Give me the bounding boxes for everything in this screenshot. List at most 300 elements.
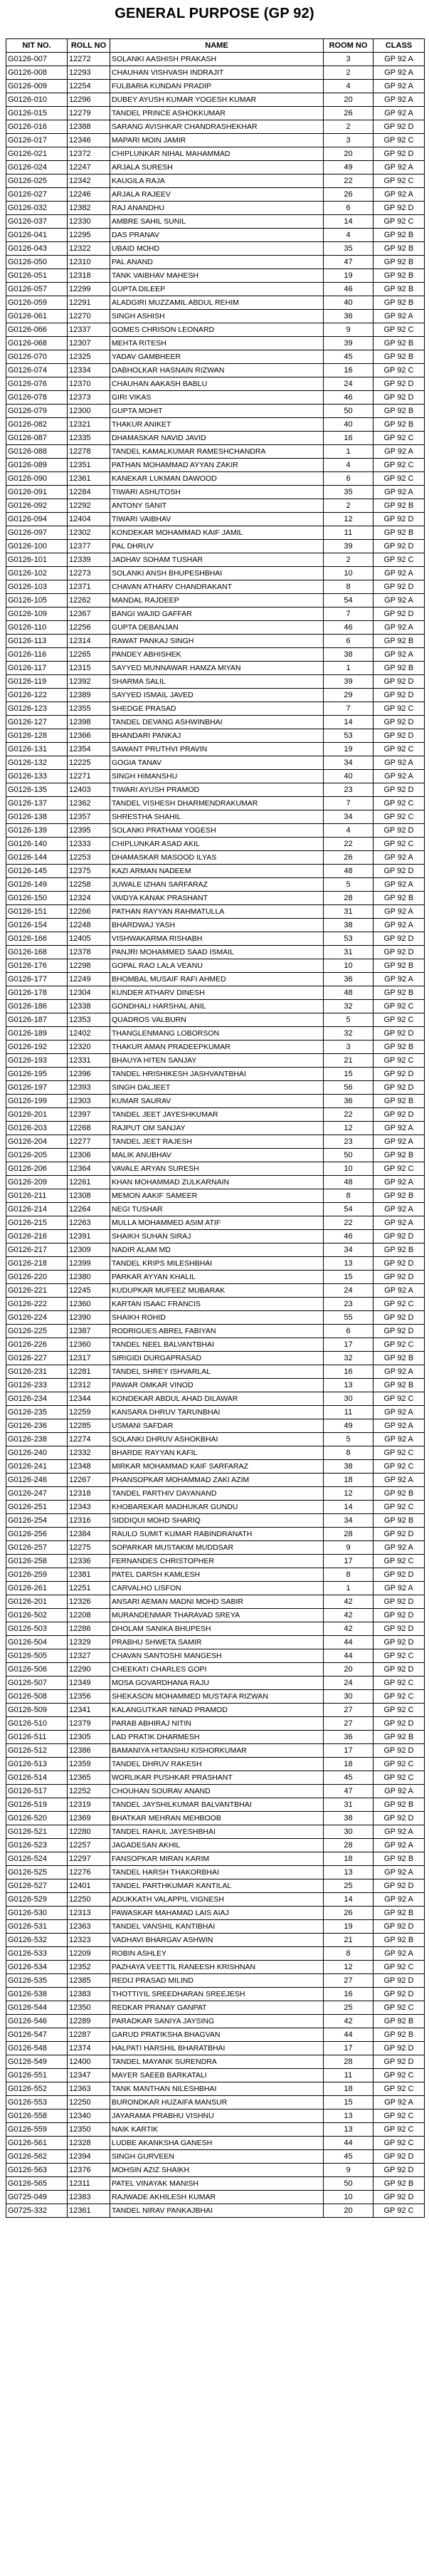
cell-name: BURONDKAR HUZAIFA MANSUR: [110, 2096, 324, 2110]
cell-class: GP 92 C: [374, 1013, 425, 1027]
cell-roll-no: 12208: [68, 1609, 110, 1622]
cell-class: GP 92 B: [374, 1487, 425, 1501]
cell-class: GP 92 D: [374, 1027, 425, 1041]
cell-nit-no: G0126-558: [6, 2110, 68, 2123]
cell-roll-no: 12309: [68, 1243, 110, 1257]
cell-roll-no: 12348: [68, 1460, 110, 1474]
cell-room-no: 40: [324, 418, 374, 432]
cell-roll-no: 12307: [68, 337, 110, 350]
cell-class: GP 92 C: [374, 743, 425, 756]
cell-class: GP 92 D: [374, 580, 425, 594]
roster-body: [6, 53, 425, 2218]
cell-nit-no: G0126-122: [6, 689, 68, 702]
cell-name: NADIR ALAM MD: [110, 1243, 324, 1257]
cell-room-no: 31: [324, 946, 374, 959]
cell-room-no: 2: [324, 120, 374, 134]
table-row: [6, 797, 425, 810]
cell-nit-no: G0126-259: [6, 1568, 68, 1582]
cell-nit-no: G0126-102: [6, 567, 68, 580]
table-row: [6, 364, 425, 377]
cell-room-no: 34: [324, 1514, 374, 1528]
cell-nit-no: G0126-027: [6, 188, 68, 202]
cell-nit-no: G0126-547: [6, 2028, 68, 2042]
cell-nit-no: G0126-079: [6, 405, 68, 418]
cell-class: GP 92 B: [374, 1041, 425, 1054]
cell-name: TANDEL SHREY ISHVARLAL: [110, 1365, 324, 1379]
cell-class: GP 92 A: [374, 310, 425, 323]
cell-class: GP 92 B: [374, 1095, 425, 1108]
cell-name: PAZHAYA VEETTIL RANEESH KRISHNAN: [110, 1961, 324, 1974]
cell-room-no: 39: [324, 337, 374, 350]
cell-nit-no: G0725-332: [6, 2204, 68, 2218]
cell-class: GP 92 D: [374, 1879, 425, 1893]
cell-room-no: 40: [324, 770, 374, 783]
cell-room-no: 30: [324, 1825, 374, 1839]
cell-roll-no: 12384: [68, 1528, 110, 1541]
cell-class: GP 92 A: [374, 1176, 425, 1189]
cell-room-no: 19: [324, 743, 374, 756]
cell-roll-no: 12402: [68, 1027, 110, 1041]
cell-room-no: 6: [324, 1325, 374, 1338]
cell-name: RODRIGUES ABREL FABIYAN: [110, 1325, 324, 1338]
cell-nit-no: G0126-010: [6, 93, 68, 107]
cell-class: GP 92 C: [374, 1649, 425, 1663]
table-row: [6, 310, 425, 323]
cell-room-no: 40: [324, 296, 374, 310]
cell-nit-no: G0126-204: [6, 1135, 68, 1149]
cell-roll-no: 12365: [68, 1771, 110, 1785]
cell-name: JAYARAMA PRABHU VISHNU: [110, 2110, 324, 2123]
cell-roll-no: 12319: [68, 1798, 110, 1812]
cell-class: GP 92 B: [374, 2015, 425, 2028]
cell-nit-no: G0126-197: [6, 1081, 68, 1095]
cell-nit-no: G0126-254: [6, 1514, 68, 1528]
cell-name: SHAIKH ROHID: [110, 1311, 324, 1325]
cell-nit-no: G0126-507: [6, 1677, 68, 1690]
cell-roll-no: 12332: [68, 1446, 110, 1460]
cell-nit-no: G0126-110: [6, 621, 68, 635]
cell-room-no: 48: [324, 865, 374, 878]
cell-nit-no: G0126-043: [6, 242, 68, 256]
cell-nit-no: G0126-193: [6, 1054, 68, 1068]
cell-roll-no: 12297: [68, 1852, 110, 1866]
cell-nit-no: G0126-512: [6, 1744, 68, 1758]
cell-class: GP 92 D: [374, 2191, 425, 2204]
cell-class: GP 92 A: [374, 1122, 425, 1135]
cell-room-no: 13: [324, 1257, 374, 1271]
cell-room-no: 7: [324, 702, 374, 716]
cell-class: GP 92 D: [374, 202, 425, 215]
cell-name: JAGADESAN AKHIL: [110, 1839, 324, 1852]
cell-room-no: 32: [324, 1352, 374, 1365]
table-row: [6, 594, 425, 608]
cell-nit-no: G0126-092: [6, 499, 68, 513]
header-row: [6, 39, 425, 53]
cell-roll-no: 12321: [68, 418, 110, 432]
table-row: [6, 513, 425, 526]
cell-nit-no: G0126-123: [6, 702, 68, 716]
cell-room-no: 47: [324, 256, 374, 269]
table-row: [6, 1568, 425, 1582]
cell-nit-no: G0126-177: [6, 973, 68, 986]
cell-roll-no: 12347: [68, 2069, 110, 2082]
cell-class: GP 92 D: [374, 1108, 425, 1122]
cell-roll-no: 12374: [68, 2042, 110, 2055]
table-row: [6, 391, 425, 405]
cell-name: SAWANT PRUTHVI PRAVIN: [110, 743, 324, 756]
cell-name: MIRKAR MOHAMMAD KAIF SARFARAZ: [110, 1460, 324, 1474]
cell-class: GP 92 D: [374, 540, 425, 553]
cell-room-no: 8: [324, 1446, 374, 1460]
cell-room-no: 15: [324, 2096, 374, 2110]
cell-class: GP 92 D: [374, 1988, 425, 2001]
cell-nit-no: G0126-176: [6, 959, 68, 973]
cell-name: TANDEL JAYSHILKUMAR BALVANTBHAI: [110, 1798, 324, 1812]
table-row: [6, 1162, 425, 1176]
cell-class: GP 92 B: [374, 1514, 425, 1528]
cell-name: JUWALE IZHAN SARFARAZ: [110, 878, 324, 892]
cell-name: PATHAN MOHAMMAD AYYAN ZAKIR: [110, 459, 324, 472]
cell-name: THAKUR ANIKET: [110, 418, 324, 432]
cell-roll-no: 12311: [68, 2177, 110, 2191]
cell-name: MEMON AAKIF SAMEER: [110, 1189, 324, 1203]
cell-name: DUBEY AYUSH KUMAR YOGESH KUMAR: [110, 93, 324, 107]
cell-name: RAWAT PANKAJ SINGH: [110, 635, 324, 648]
table-row: [6, 1257, 425, 1271]
cell-nit-no: G0126-132: [6, 756, 68, 770]
cell-class: GP 92 B: [374, 662, 425, 675]
table-row: [6, 986, 425, 1000]
table-row: [6, 229, 425, 242]
table-row: [6, 1677, 425, 1690]
table-row: [6, 1284, 425, 1298]
cell-nit-no: G0126-221: [6, 1284, 68, 1298]
cell-class: GP 92 A: [374, 1284, 425, 1298]
cell-name: DABHOLKAR HASNAIN RIZWAN: [110, 364, 324, 377]
cell-roll-no: 12346: [68, 134, 110, 147]
cell-class: GP 92 D: [374, 2150, 425, 2164]
cell-roll-no: 12316: [68, 1514, 110, 1528]
table-row: [6, 1758, 425, 1771]
cell-room-no: 16: [324, 1988, 374, 2001]
cell-roll-no: 12387: [68, 1325, 110, 1338]
cell-roll-no: 12268: [68, 1122, 110, 1135]
cell-name: SOLANKI DHRUV ASHOKBHAI: [110, 1433, 324, 1446]
cell-room-no: 6: [324, 202, 374, 215]
cell-name: SAYYED MUNNAWAR HAMZA MIYAN: [110, 662, 324, 675]
table-row: [6, 472, 425, 486]
cell-nit-no: G0126-103: [6, 580, 68, 594]
cell-name: RAJWADE AKHILESH KUMAR: [110, 2191, 324, 2204]
cell-nit-no: G0126-503: [6, 1622, 68, 1636]
cell-nit-no: G0126-247: [6, 1487, 68, 1501]
cell-room-no: 15: [324, 1068, 374, 1081]
cell-nit-no: G0126-137: [6, 797, 68, 810]
cell-nit-no: G0126-105: [6, 594, 68, 608]
cell-room-no: 11: [324, 2069, 374, 2082]
table-row: [6, 851, 425, 865]
cell-name: BHANDARI PANKAJ: [110, 729, 324, 743]
cell-nit-no: G0126-565: [6, 2177, 68, 2191]
cell-room-no: 4: [324, 459, 374, 472]
cell-name: SAYYED ISMAIL JAVED: [110, 689, 324, 702]
table-row: [6, 1879, 425, 1893]
cell-name: PAL DHRUV: [110, 540, 324, 553]
cell-room-no: 50: [324, 2177, 374, 2191]
cell-roll-no: 12395: [68, 824, 110, 838]
cell-name: ARJALA SURESH: [110, 161, 324, 174]
cell-name: SINGH GURVEEN: [110, 2150, 324, 2164]
cell-name: SINGH ASHISH: [110, 310, 324, 323]
cell-nit-no: G0126-154: [6, 919, 68, 932]
cell-nit-no: G0126-241: [6, 1460, 68, 1474]
cell-name: TANDEL JEET JAYESHKUMAR: [110, 1108, 324, 1122]
cell-room-no: 16: [324, 432, 374, 445]
cell-nit-no: G0126-508: [6, 1690, 68, 1704]
cell-nit-no: G0126-091: [6, 486, 68, 499]
table-row: [6, 2110, 425, 2123]
cell-room-no: 18: [324, 2082, 374, 2096]
cell-room-no: 27: [324, 1717, 374, 1731]
cell-name: MOSA GOVARDHANA RAJU: [110, 1677, 324, 1690]
table-row: [6, 526, 425, 540]
cell-nit-no: G0126-226: [6, 1338, 68, 1352]
cell-nit-no: G0725-049: [6, 2191, 68, 2204]
cell-name: SHARMA SALIL: [110, 675, 324, 689]
cell-class: GP 92 C: [374, 2123, 425, 2137]
cell-class: GP 92 B: [374, 1934, 425, 1947]
cell-nit-no: G0126-187: [6, 1013, 68, 1027]
cell-nit-no: G0126-050: [6, 256, 68, 269]
table-row: [6, 973, 425, 986]
cell-roll-no: 12373: [68, 391, 110, 405]
cell-class: GP 92 C: [374, 2204, 425, 2218]
cell-class: GP 92 B: [374, 959, 425, 973]
table-row: [6, 1271, 425, 1284]
cell-room-no: 17: [324, 1555, 374, 1568]
cell-name: TANDEL KAMALKUMAR RAMESHCHANDRA: [110, 445, 324, 459]
cell-roll-no: 12361: [68, 2204, 110, 2218]
cell-class: GP 92 D: [374, 147, 425, 161]
cell-nit-no: G0126-087: [6, 432, 68, 445]
cell-name: MANDAL RAJDEEP: [110, 594, 324, 608]
cell-room-no: 30: [324, 1392, 374, 1406]
cell-class: GP 92 A: [374, 1365, 425, 1379]
table-row: [6, 2042, 425, 2055]
cell-roll-no: 12359: [68, 1758, 110, 1771]
cell-room-no: 17: [324, 1338, 374, 1352]
cell-room-no: 18: [324, 1758, 374, 1771]
cell-name: TIWARI AYUSH PRAMOD: [110, 783, 324, 797]
table-row: [6, 445, 425, 459]
cell-roll-no: 12277: [68, 1135, 110, 1149]
table-row: [6, 1054, 425, 1068]
cell-nit-no: G0126-090: [6, 472, 68, 486]
cell-room-no: 4: [324, 824, 374, 838]
cell-name: GUPTA MOHIT: [110, 405, 324, 418]
cell-class: GP 92 D: [374, 1311, 425, 1325]
cell-class: GP 92 C: [374, 2110, 425, 2123]
table-row: [6, 905, 425, 919]
cell-name: TANDEL PRINCE ASHOKKUMAR: [110, 107, 324, 120]
cell-name: HALPATI HARSHIL BHARATBHAI: [110, 2042, 324, 2055]
cell-name: USMANI SAFDAR: [110, 1419, 324, 1433]
cell-nit-no: G0126-097: [6, 526, 68, 540]
cell-roll-no: 12263: [68, 1216, 110, 1230]
cell-class: GP 92 D: [374, 1325, 425, 1338]
cell-class: GP 92 A: [374, 1135, 425, 1149]
cell-roll-no: 12353: [68, 1013, 110, 1027]
cell-room-no: 13: [324, 2123, 374, 2137]
cell-class: GP 92 A: [374, 1839, 425, 1852]
cell-name: SARANG AVISHKAR CHANDRASHEKHAR: [110, 120, 324, 134]
cell-class: GP 92 A: [374, 973, 425, 986]
cell-name: SHEKASON MOHAMMED MUSTAFA RIZWAN: [110, 1690, 324, 1704]
cell-roll-no: 12334: [68, 364, 110, 377]
cell-name: YADAV GAMBHEER: [110, 350, 324, 364]
cell-name: SIRIGIDI DURGAPRASAD: [110, 1352, 324, 1365]
cell-name: TANDEL DHRUV RAKESH: [110, 1758, 324, 1771]
cell-class: GP 92 D: [374, 675, 425, 689]
cell-nit-no: G0126-538: [6, 1988, 68, 2001]
cell-roll-no: 12375: [68, 865, 110, 878]
cell-room-no: 18: [324, 1474, 374, 1487]
cell-class: GP 92 B: [374, 2177, 425, 2191]
cell-roll-no: 12361: [68, 472, 110, 486]
cell-nit-no: G0126-534: [6, 1961, 68, 1974]
cell-room-no: 2: [324, 499, 374, 513]
cell-name: MEHTA RITESH: [110, 337, 324, 350]
cell-room-no: 9: [324, 323, 374, 337]
cell-roll-no: 12279: [68, 107, 110, 120]
cell-class: GP 92 C: [374, 1758, 425, 1771]
table-row: [6, 1771, 425, 1785]
cell-name: BHARDE RAYYAN KAFIL: [110, 1446, 324, 1460]
cell-class: GP 92 A: [374, 2096, 425, 2110]
cell-nit-no: G0126-215: [6, 1216, 68, 1230]
cell-name: ROBIN ASHLEY: [110, 1947, 324, 1961]
cell-room-no: 38: [324, 919, 374, 932]
cell-roll-no: 12401: [68, 1879, 110, 1893]
cell-roll-no: 12306: [68, 1149, 110, 1162]
cell-room-no: 38: [324, 1812, 374, 1825]
cell-roll-no: 12350: [68, 2123, 110, 2137]
cell-class: GP 92 D: [374, 2042, 425, 2055]
cell-room-no: 38: [324, 648, 374, 662]
cell-room-no: 54: [324, 594, 374, 608]
cell-nit-no: G0126-211: [6, 1189, 68, 1203]
cell-roll-no: 12310: [68, 256, 110, 269]
table-row: [6, 1920, 425, 1934]
table-row: [6, 2123, 425, 2137]
cell-room-no: 47: [324, 1785, 374, 1798]
cell-room-no: 7: [324, 608, 374, 621]
cell-name: DHOLAM SANIKA BHUPESH: [110, 1622, 324, 1636]
table-row: [6, 1311, 425, 1325]
table-row: [6, 635, 425, 648]
cell-room-no: 12: [324, 1961, 374, 1974]
table-row: [6, 1189, 425, 1203]
cell-class: GP 92 B: [374, 1731, 425, 1744]
cell-nit-no: G0126-533: [6, 1947, 68, 1961]
cell-class: GP 92 D: [374, 729, 425, 743]
cell-class: GP 92 A: [374, 648, 425, 662]
table-row: [6, 1595, 425, 1609]
cell-name: TANDEL PARTHIV DAYANAND: [110, 1487, 324, 1501]
cell-room-no: 12: [324, 1122, 374, 1135]
table-row: [6, 932, 425, 946]
cell-name: PAL ANAND: [110, 256, 324, 269]
cell-roll-no: 12317: [68, 1352, 110, 1365]
cell-roll-no: 12324: [68, 892, 110, 905]
cell-nit-no: G0126-057: [6, 283, 68, 296]
cell-name: RAULO SUMIT KUMAR RABINDRANATH: [110, 1528, 324, 1541]
cell-roll-no: 12386: [68, 1744, 110, 1758]
cell-class: GP 92 B: [374, 350, 425, 364]
cell-room-no: 21: [324, 1934, 374, 1947]
cell-room-no: 5: [324, 878, 374, 892]
cell-class: GP 92 C: [374, 702, 425, 716]
cell-roll-no: 12312: [68, 1379, 110, 1392]
cell-nit-no: G0126-166: [6, 932, 68, 946]
cell-name: MAYER SAEEB BARKATALI: [110, 2069, 324, 2082]
cell-roll-no: 12308: [68, 1189, 110, 1203]
table-row: [6, 174, 425, 188]
table-row: [6, 80, 425, 93]
cell-nit-no: G0126-133: [6, 770, 68, 783]
cell-nit-no: G0126-227: [6, 1352, 68, 1365]
cell-nit-no: G0126-214: [6, 1203, 68, 1216]
cell-roll-no: 12328: [68, 2137, 110, 2150]
cell-nit-no: G0126-201: [6, 1595, 68, 1609]
cell-class: GP 92 D: [374, 1744, 425, 1758]
cell-roll-no: 12329: [68, 1636, 110, 1649]
cell-roll-no: 12315: [68, 662, 110, 675]
table-row: [6, 608, 425, 621]
cell-class: GP 92 D: [374, 1257, 425, 1271]
cell-roll-no: 12403: [68, 783, 110, 797]
cell-nit-no: G0126-205: [6, 1149, 68, 1162]
cell-nit-no: G0126-127: [6, 716, 68, 729]
cell-name: MOHSIN AZIZ SHAIKH: [110, 2164, 324, 2177]
cell-nit-no: G0126-218: [6, 1257, 68, 1271]
cell-name: PANDEY ABHISHEK: [110, 648, 324, 662]
cell-room-no: 20: [324, 2204, 374, 2218]
cell-name: SINGH HIMANSHU: [110, 770, 324, 783]
cell-room-no: 22: [324, 1216, 374, 1230]
cell-room-no: 11: [324, 526, 374, 540]
cell-room-no: 20: [324, 1663, 374, 1677]
cell-roll-no: 12331: [68, 1054, 110, 1068]
cell-room-no: 18: [324, 1852, 374, 1866]
cell-name: TANDEL RAHUL JAYESHBHAI: [110, 1825, 324, 1839]
table-row: [6, 621, 425, 635]
cell-nit-no: G0126-506: [6, 1663, 68, 1677]
cell-room-no: 35: [324, 242, 374, 256]
cell-room-no: 17: [324, 2042, 374, 2055]
cell-class: GP 92 D: [374, 2055, 425, 2069]
cell-roll-no: 12370: [68, 377, 110, 391]
cell-roll-no: 12396: [68, 1068, 110, 1081]
table-row: [6, 1176, 425, 1189]
cell-roll-no: 12254: [68, 80, 110, 93]
cell-class: GP 92 B: [374, 405, 425, 418]
cell-roll-no: 12367: [68, 608, 110, 621]
cell-nit-no: G0126-513: [6, 1758, 68, 1771]
cell-nit-no: G0126-117: [6, 662, 68, 675]
cell-name: MURANDENMAR THARAVAD SREYA: [110, 1609, 324, 1622]
cell-room-no: 36: [324, 973, 374, 986]
